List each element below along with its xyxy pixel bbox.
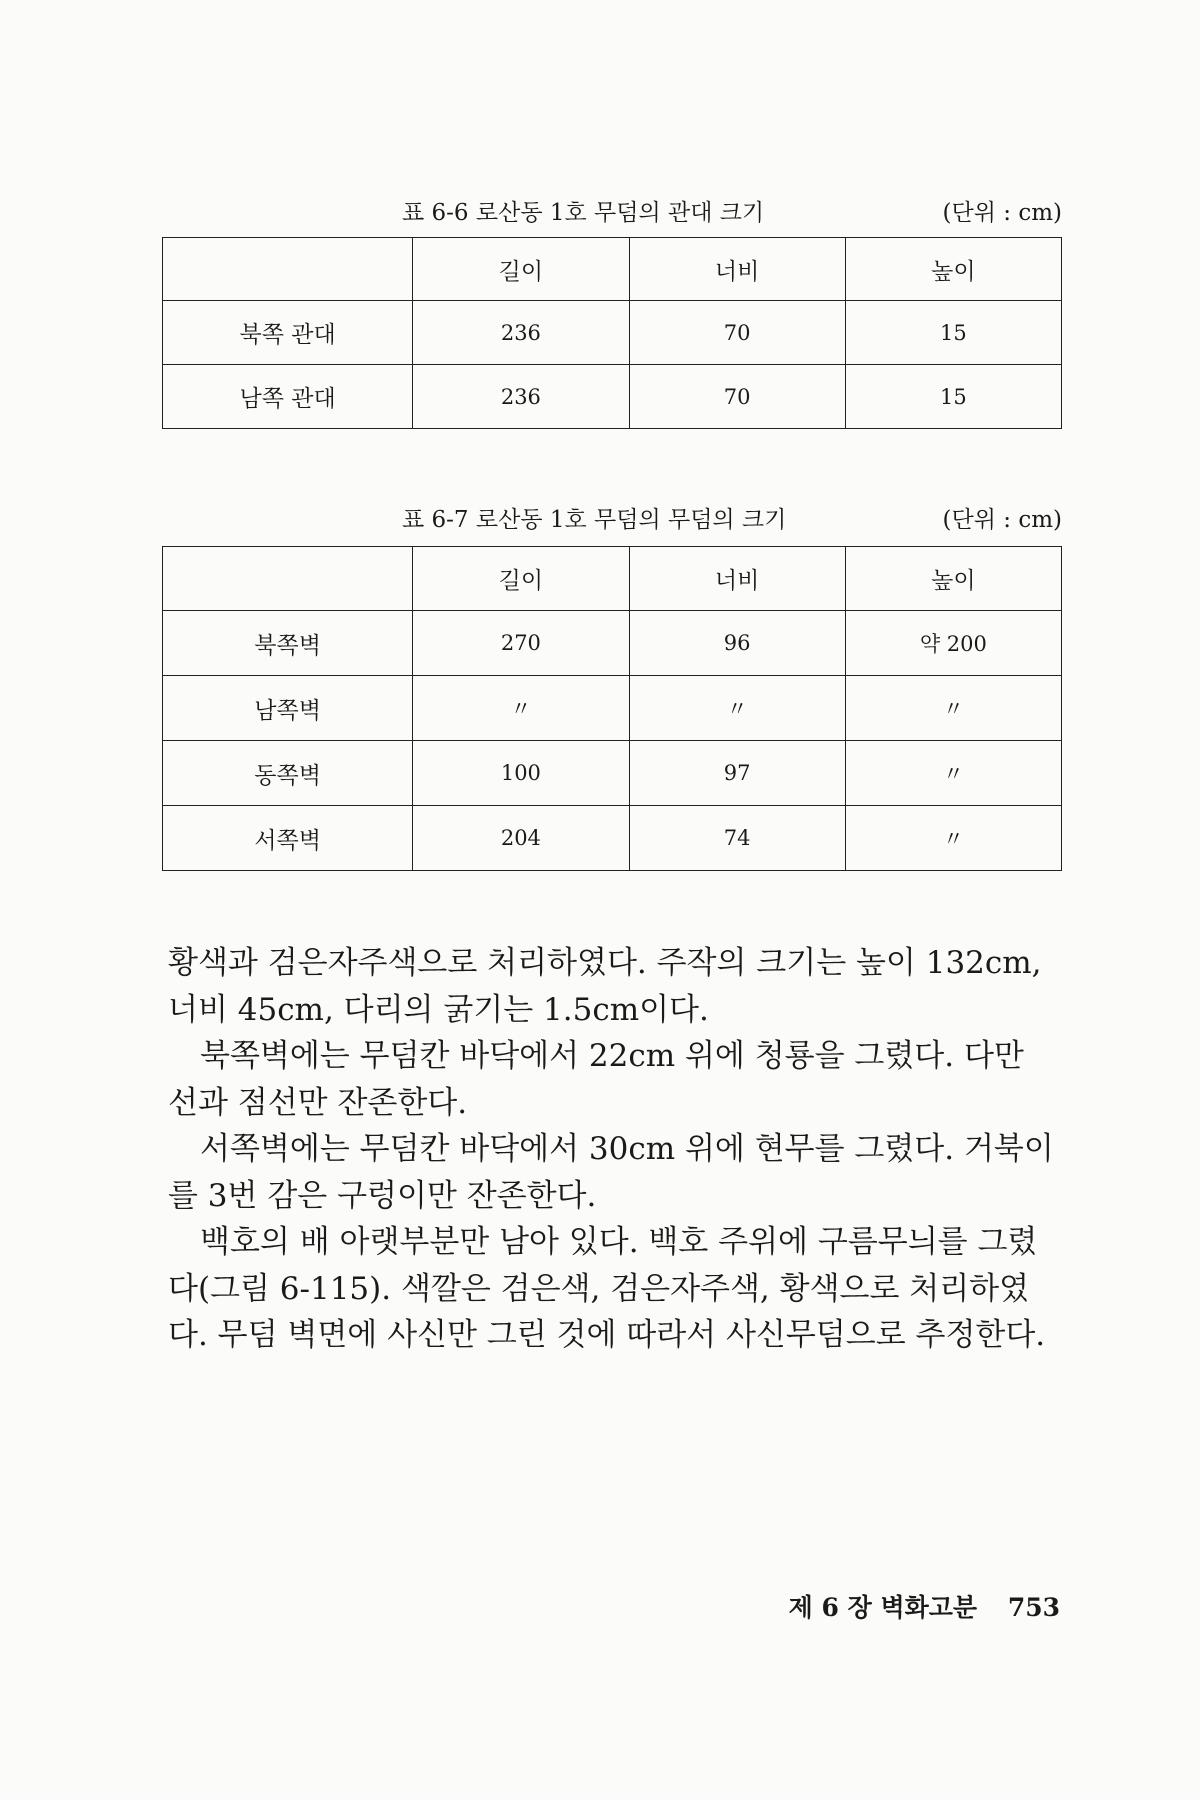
paragraph: 백호의 배 아랫부분만 남아 있다. 백호 주위에 구름무늬를 그렸다(그림 6-115). 색깔은 검은색, 검은자주색, 황색으로 처리하였다. 무덤 벽면에 사신만 그린 것에 따라서 사신무덤으로 추정한다. — [168, 1224, 1046, 1353]
table-row — [163, 611, 1062, 676]
page-footer — [720, 1588, 1060, 1624]
paragraph: 북쪽벽에는 무덤칸 바닥에서 22cm 위에 청룡을 그렸다. 다만 선과 점선만 잔존한다. — [168, 1038, 1024, 1121]
table-cell: 70 — [629, 301, 845, 365]
table-row-label: 서쪽벽 — [163, 806, 413, 871]
table-cell: 〃 — [845, 806, 1061, 871]
table-cell: 〃 — [629, 676, 845, 741]
table-cell: 〃 — [845, 676, 1061, 741]
table-row-label: 북쪽벽 — [163, 611, 413, 676]
table2-caption: 표 6-7 로산동 1호 무덤의 무덤의 크기 — [402, 507, 787, 533]
table-cell: 236 — [413, 365, 629, 429]
table2-header-cell: 너비 — [629, 547, 845, 611]
table-cell: 〃 — [413, 676, 629, 741]
table1-header-cell: 너비 — [629, 238, 845, 301]
table1-unit: (단위 : cm) — [942, 200, 1062, 226]
table-cell: 270 — [413, 611, 629, 676]
table-cell: 15 — [845, 365, 1061, 429]
chapter-title: 제 6 장 벽화고분 — [788, 1593, 978, 1622]
table-cell: 204 — [413, 806, 629, 871]
table1-header-cell: 높이 — [845, 238, 1061, 301]
table2-header-cell: 높이 — [845, 547, 1061, 611]
paragraph: 황색과 검은자주색으로 처리하였다. 주작의 크기는 높이 132cm, 너비 45cm, 다리의 굵기는 1.5cm이다. — [168, 945, 1042, 1028]
table-row — [163, 365, 1062, 429]
table2-unit: (단위 : cm) — [942, 507, 1062, 533]
table-cell: 약 200 — [845, 611, 1061, 676]
table-row-label: 남쪽벽 — [163, 676, 413, 741]
table-cell: 96 — [629, 611, 845, 676]
body-text — [168, 940, 1058, 1359]
table-cell: 〃 — [845, 741, 1061, 806]
table-row — [163, 676, 1062, 741]
table-cell: 236 — [413, 301, 629, 365]
table-row-label: 남쪽 관대 — [163, 365, 413, 429]
paragraph: 서쪽벽에는 무덤칸 바닥에서 30cm 위에 현무를 그렸다. 거북이를 3번 감은 구렁이만 잔존한다. — [168, 1131, 1054, 1214]
table2-header-cell: 길이 — [413, 547, 629, 611]
table-row — [163, 741, 1062, 806]
page-number: 753 — [1007, 1593, 1060, 1622]
table-row — [163, 301, 1062, 365]
table-cell: 15 — [845, 301, 1061, 365]
table-cell: 70 — [629, 365, 845, 429]
table1-caption: 표 6-6 로산동 1호 무덤의 관대 크기 — [402, 200, 765, 226]
table2 — [162, 546, 1062, 871]
table1-header-cell — [163, 238, 413, 301]
table-cell: 74 — [629, 806, 845, 871]
table-cell: 100 — [413, 741, 629, 806]
table1-caption-row — [162, 190, 1062, 230]
table2-header-row — [163, 547, 1062, 611]
table-row-label: 북쪽 관대 — [163, 301, 413, 365]
table2-header-cell — [163, 547, 413, 611]
table-row — [163, 806, 1062, 871]
table-cell: 97 — [629, 741, 845, 806]
table-row-label: 동쪽벽 — [163, 741, 413, 806]
table1-header-cell: 길이 — [413, 238, 629, 301]
table1-header-row — [163, 238, 1062, 301]
table2-caption-row — [162, 497, 1062, 537]
table1 — [162, 237, 1062, 429]
